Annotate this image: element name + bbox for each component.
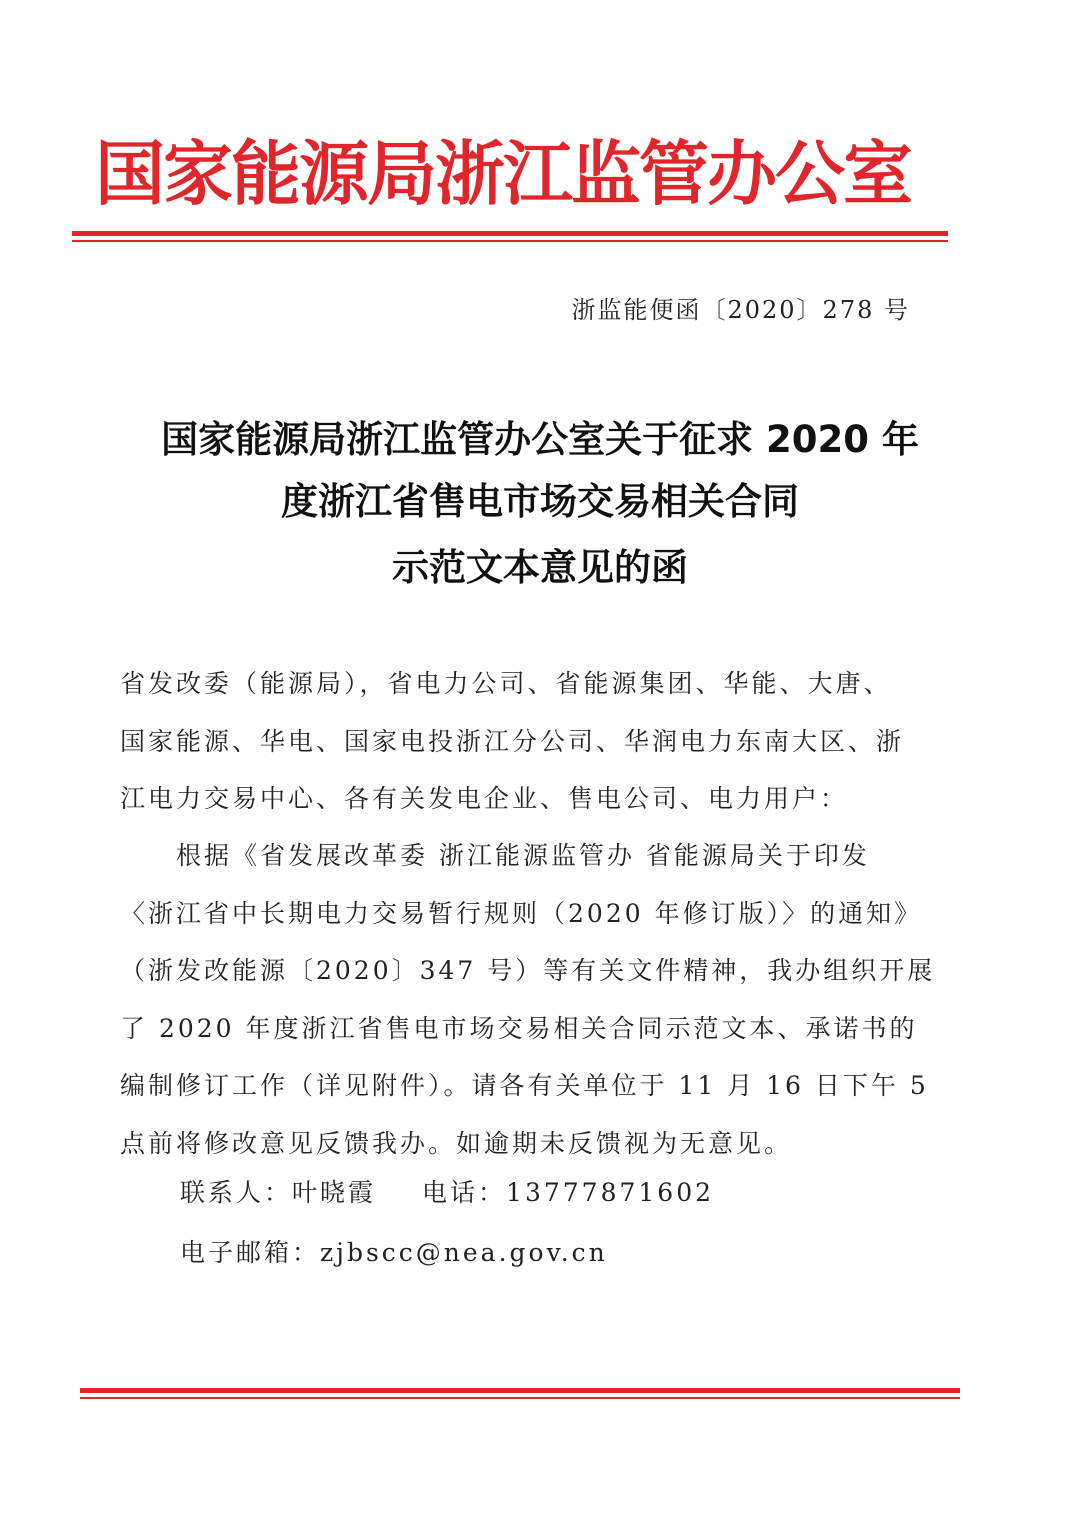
letterhead-title: 国家能源局浙江监管办公室 [95,133,911,215]
recipients [120,655,920,828]
body-paragraph [120,827,936,1172]
document-number: 浙监能便函〔2020〕278 号 [571,296,910,324]
header-rule-thick [72,231,948,236]
recipients-line: 江电力交易中心、各有关发电企业、售电公司、电力用户： [120,784,849,813]
contact-email-row [180,1233,608,1273]
contact-person-row [180,1173,714,1213]
footer-rule-thick [80,1388,960,1393]
body-line: （浙发改能源〔2020〕347 号）等有关文件精神，我办组织开展 [120,956,936,985]
body-line: 点前将修改意见反馈我办。如逾期未反馈视为无意见。 [120,1128,793,1158]
contact-phone-label: 电话： [422,1178,507,1207]
contact-email: zjbscc@nea.gov.cn [320,1238,608,1267]
body-line: 根据《省发展改革委 浙江能源监管办 省能源局关于印发 [120,841,870,870]
document-title-line-3: 示范文本意见的函 [392,546,688,589]
contact-person-label: 联系人： [180,1178,293,1207]
body-line: 〈浙江省中长期电力交易暂行规则（2020 年修订版）〉的通知》 [120,898,923,928]
recipients-line: 省发改委（能源局），省电力公司、省能源集团、华能、大唐、 [120,669,892,698]
document-title-line-1: 国家能源局浙江监管办公室关于征求 2020 年 [161,418,919,461]
contact-email-label: 电子邮箱： [180,1238,321,1267]
body-line: 了 2020 年度浙江省售电市场交易相关合同示范文本、承诺书的 [120,1013,918,1043]
recipients-line: 国家能源、华电、国家电投浙江分公司、华润电力东南大区、浙 [120,726,905,756]
contact-phone: 13777871602 [506,1178,715,1207]
document-title-line-2: 度浙江省售电市场交易相关合同 [281,480,799,523]
body-line: 编制修订工作（详见附件）。请各有关单位于 11 月 16 日下午 5 [120,1071,929,1100]
header-rule-thin [72,240,948,242]
contact-person-name: 叶晓霞 [292,1178,377,1207]
footer-rule-thin [80,1397,960,1399]
